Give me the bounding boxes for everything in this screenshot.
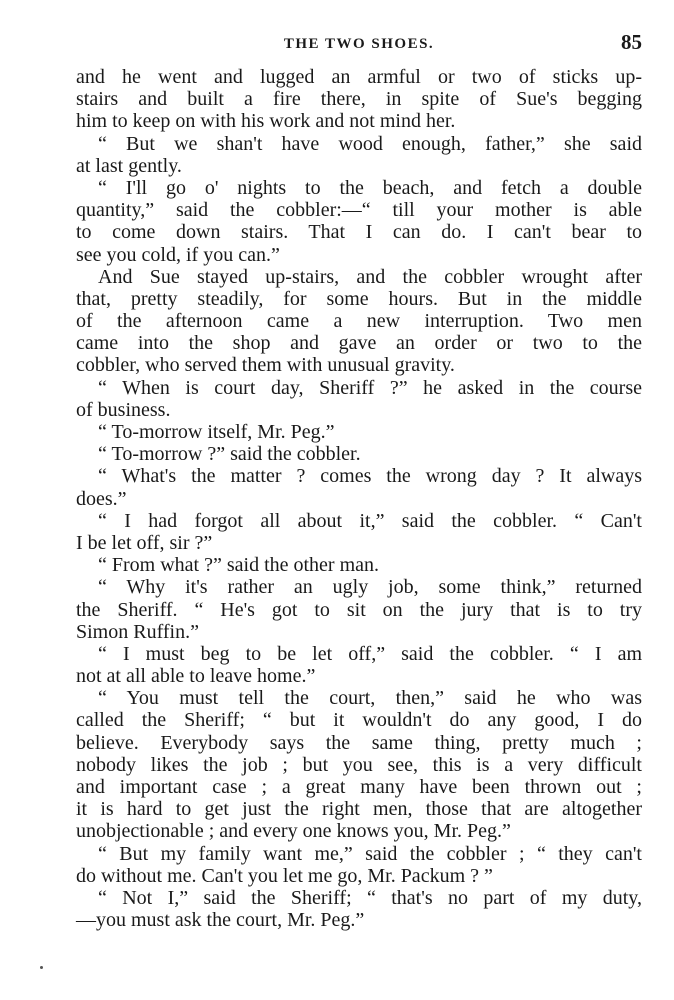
text-line: it is hard to get just the right men, those that are altogether xyxy=(76,798,642,821)
text-line: “ But we shan't have wood enough, father,” she said xyxy=(98,132,642,155)
text-line: “ I must beg to be let off,” said the cobbler. “ I am xyxy=(98,642,642,665)
text-line: “ Why it's rather an ugly job, some think,” returned xyxy=(98,576,642,599)
text-line: came into the shop and gave an order or two to the xyxy=(76,332,642,355)
text-line: And Sue stayed up-stairs, and the cobbler wrought after xyxy=(98,265,642,288)
text-line: at last gently. xyxy=(76,154,182,177)
page-number: 85 xyxy=(621,30,642,54)
text-line: “ But my family want me,” said the cobbler ; “ they can't xyxy=(98,842,642,865)
text-line: quantity,” said the cobbler:—“ till your mother is able xyxy=(76,199,642,222)
text-line: nobody likes the job ; but you see, this is a very difficult xyxy=(76,753,642,776)
text-line: see you cold, if you can.” xyxy=(76,243,280,266)
text-line: “ Not I,” said the Sheriff; “ that's no part of my duty, xyxy=(98,886,642,909)
text-line: and important case ; a great many have been thrown out ; xyxy=(76,776,642,798)
text-line: called the Sheriff; “ but it wouldn't do any good, I do xyxy=(76,709,642,732)
text-line: and he went and lugged an armful or two of sticks up- xyxy=(76,66,642,88)
text-line: “ I had forgot all about it,” said the cobbler. “ Can't xyxy=(98,509,642,532)
running-head xyxy=(76,30,642,56)
text-line: of business. xyxy=(76,398,171,421)
text-line: to come down stairs. That I can do. I can't bear to xyxy=(76,221,642,244)
text-line: of the afternoon came a new interruption. Two men xyxy=(76,310,642,333)
text-line: that, pretty steadily, for some hours. But in the middle xyxy=(76,287,642,310)
text-line: “ I'll go o' nights to the beach, and fetch a double xyxy=(98,176,642,199)
text-line: I be let off, sir ?” xyxy=(76,531,213,554)
text-line: “ When is court day, Sheriff ?” he asked in the course xyxy=(98,376,642,399)
text-line: unobjectionable ; and every one knows you, Mr. Peg.” xyxy=(76,820,511,843)
text-line: not at all able to leave home.” xyxy=(76,665,316,688)
text-line: “ You must tell the court, then,” said he who was xyxy=(98,687,642,710)
text-line: “ What's the matter ? comes the wrong day ? It always xyxy=(98,465,642,488)
text-line: do without me. Can't you let me go, Mr. Packum ? ” xyxy=(76,864,493,887)
text-line: —you must ask the court, Mr. Peg.” xyxy=(76,909,365,932)
text-line: cobbler, who served them with unusual gravity. xyxy=(76,354,455,377)
text-line: “ From what ?” said the other man. xyxy=(98,554,380,577)
text-line: him to keep on with his work and not mind her. xyxy=(76,110,456,133)
running-title: THE TWO SHOES. xyxy=(283,36,435,52)
text-line: “ To-morrow itself, Mr. Peg.” xyxy=(98,421,335,443)
text-line: stairs and built a fire there, in spite of Sue's begging xyxy=(76,88,642,111)
text-line: the Sheriff. “ He's got to sit on the jury that is to try xyxy=(76,598,642,621)
text-line: believe. Everybody says the same thing, pretty much ; xyxy=(76,731,642,754)
text-line: “ To-morrow ?” said the cobbler. xyxy=(98,443,361,466)
body-text xyxy=(76,66,642,931)
text-line: does.” xyxy=(76,487,127,510)
text-line: Simon Ruffin.” xyxy=(76,620,199,643)
margin-mark xyxy=(40,966,43,969)
